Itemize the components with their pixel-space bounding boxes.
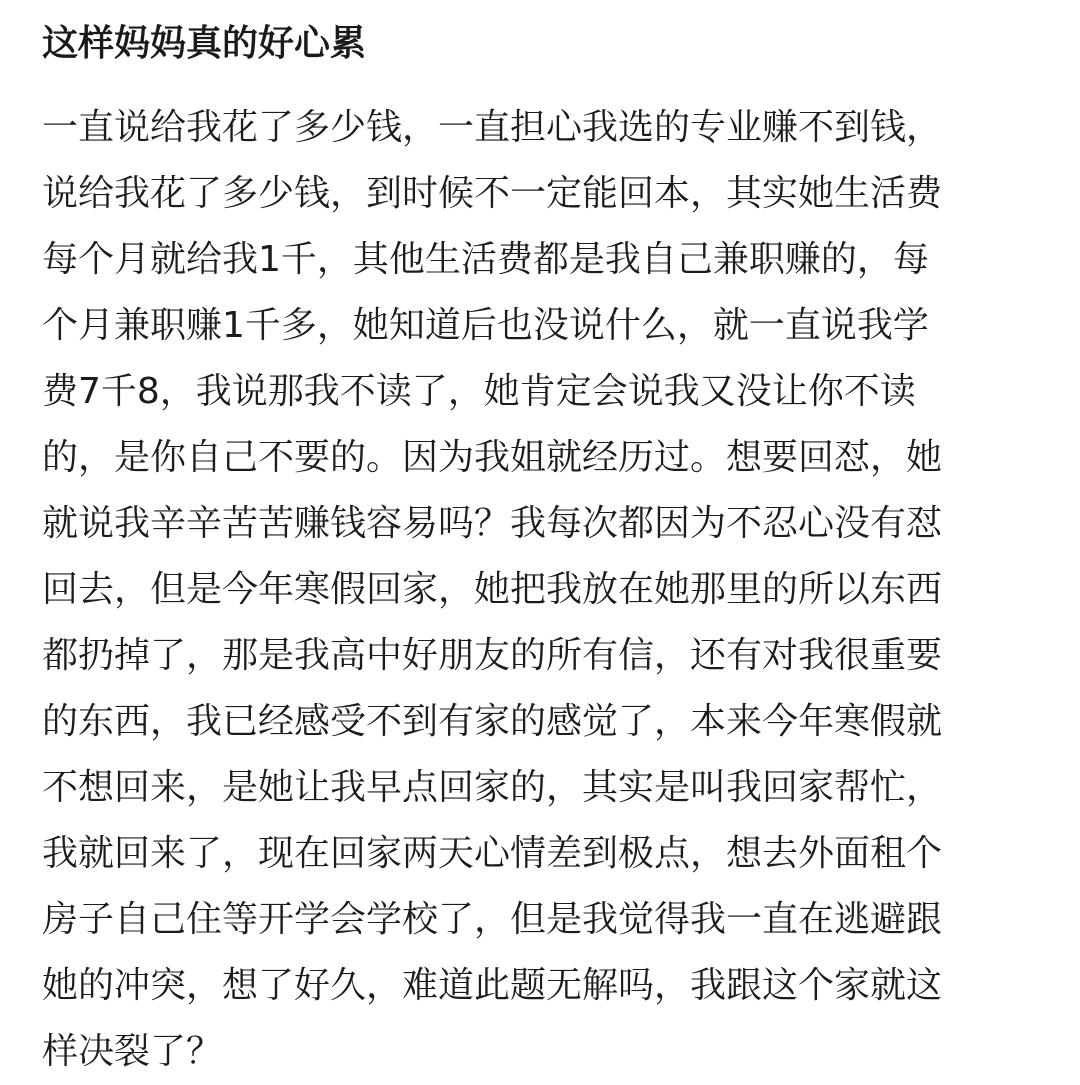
body-line: 房子自己住等开学会学校了，但是我觉得我一直在逃避跟 <box>42 899 943 940</box>
body-line: 不想回来，是她让我早点回家的，其实是叫我回家帮忙， <box>42 767 943 808</box>
post-title: 这样妈妈真的好心累 <box>42 23 367 64</box>
body-line: 样决裂了？ <box>42 1031 223 1072</box>
body-line: 我就回来了，现在回家两天心情差到极点，想去外面租个 <box>42 833 943 874</box>
body-line: 的，是你自己不要的。因为我姐就经历过。想要回怼，她 <box>42 437 943 478</box>
post-body <box>42 95 1052 1085</box>
body-line: 说给我花了多少钱，到时候不一定能回本，其实她生活费 <box>42 173 943 214</box>
body-line: 每个月就给我1千，其他生活费都是我自己兼职赚的，每 <box>42 239 929 280</box>
body-line: 就说我辛辛苦苦赚钱容易吗？我每次都因为不忍心没有怼 <box>42 503 943 544</box>
body-line: 都扔掉了，那是我高中好朋友的所有信，还有对我很重要 <box>42 635 943 676</box>
body-line: 个月兼职赚1千多，她知道后也没说什么，就一直说我学 <box>42 305 929 346</box>
body-line: 一直说给我花了多少钱，一直担心我选的专业赚不到钱， <box>42 107 943 148</box>
body-line: 她的冲突，想了好久，难道此题无解吗，我跟这个家就这 <box>42 965 943 1006</box>
body-line: 回去，但是今年寒假回家，她把我放在她那里的所以东西 <box>42 569 943 610</box>
body-line: 费7千8，我说那我不读了，她肯定会说我又没让你不读 <box>42 371 916 412</box>
body-line: 的东西，我已经感受不到有家的感觉了，本来今年寒假就 <box>42 701 943 742</box>
